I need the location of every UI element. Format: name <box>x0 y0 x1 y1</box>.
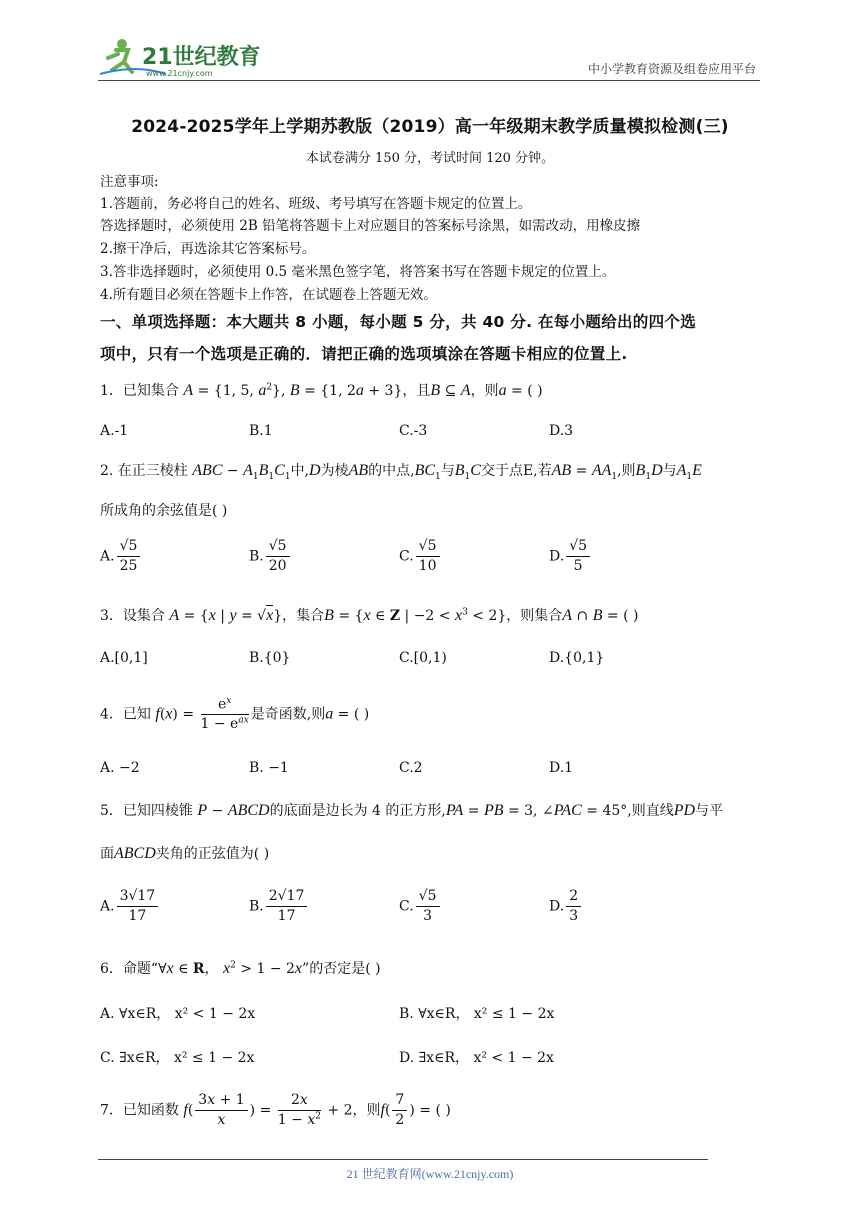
note-line: 2.擦干净后，再选涂其它答案标号。 <box>100 241 316 257</box>
q3-option-d: D.{0,1} <box>549 650 605 666</box>
q5-option-c: C. $\frac{√5}{3}$ <box>399 888 442 925</box>
question-6: 6．命题“∀x ∈ R， $x^2 > 1 - 2x$”的否定是( ) <box>100 960 381 977</box>
q3-option-c: C.[0,1) <box>399 650 447 666</box>
q2-option-d: D. $\frac{√5}{5}$ <box>549 538 592 575</box>
q5-option-b: B. $\frac{2√17}{17}$ <box>249 888 309 925</box>
notes-heading: 注意事项: <box>100 174 159 190</box>
section-heading: 一、单项选择题：本大题共 8 小题，每小题 5 分，共 40 分. 在每小题给出的四个选 <box>100 313 697 331</box>
question-2: 2. 在正三棱柱 ABC − $A_1B_1C_1$中,D为棱AB的中点$,BC_1$与$B_1C$交于点E,若AB = $AA_1$,则$B_1D$与$A_1E$ <box>100 462 702 482</box>
q3-option-b: B.{0} <box>249 650 291 666</box>
q1-option-d: D.3 <box>549 423 574 439</box>
question-2-cont: 所成角的余弦值是( ) <box>100 503 228 519</box>
question-1: 1．已知集合 A = {1, 5, $a^2$}, B = {1, 2a + 3}，且B ⊆ A，则a = ( ) <box>100 382 543 399</box>
question-5-cont: 面ABCD夹角的正弦值为( ) <box>100 845 270 862</box>
q3-option-a: A.[0,1] <box>100 650 148 666</box>
site-logo <box>96 34 266 82</box>
note-line: 3.答非选择题时，必须使用 0.5 毫米黑色签字笔，将答案书写在答题卡规定的位置上。 <box>100 264 616 280</box>
footer-divider <box>98 1159 708 1160</box>
note-line: 1.答题前，务必将自己的姓名、班级、考号填写在答题卡规定的位置上。 <box>100 196 532 212</box>
q4-option-d: D.1 <box>549 760 574 776</box>
q6-option-b: B. ∀x∈R， x² ≤ 1 − 2x <box>399 1006 555 1022</box>
q5-option-d: D. $\frac{2}{3}$ <box>549 888 583 925</box>
section-heading-cont: 项中，只有一个选项是正确的．请把正确的选项填涂在答题卡相应的位置上. <box>100 345 628 363</box>
q5-option-a: A. $\frac{3√17}{17}$ <box>100 888 160 925</box>
header-divider <box>98 80 760 81</box>
logo-url: www.21cnjy.com <box>146 69 213 78</box>
note-line: 答选择题时，必须使用 2B 铅笔将答题卡上对应题目的答案标号涂黑，如需改动，用橡皮擦 <box>100 218 641 234</box>
exam-title: 2024-2025学年上学期苏教版（2019）高一年级期末教学质量模拟检测(三) <box>131 117 729 137</box>
q4-option-c: C.2 <box>399 760 423 776</box>
q2-option-c: C. $\frac{√5}{10}$ <box>399 538 442 575</box>
q1-option-a: A.-1 <box>100 423 129 439</box>
question-7: 7．已知函数 f( $\frac{3x + 1}{x}$ ) = $\frac{2x}{1 - x^2}$ + 2，则f( $\frac{7}{2}$ ) = ( ) <box>100 1092 451 1128</box>
q6-option-c: C. ∃x∈R， x² ≤ 1 − 2x <box>100 1050 255 1066</box>
q4-option-a: A. −2 <box>100 760 140 776</box>
note-line: 4.所有题目必须在答题卡上作答，在试题卷上答题无效。 <box>100 287 437 303</box>
q6-option-d: D. ∃x∈R， x² < 1 − 2x <box>399 1050 554 1066</box>
q2-option-b: B. $\frac{√5}{20}$ <box>249 538 292 575</box>
exam-subtitle: 本试卷满分 150 分，考试时间 120 分钟。 <box>305 151 555 166</box>
footer-link[interactable]: 21 世纪教育网(www.21cnjy.com) <box>346 1167 514 1181</box>
q1-option-b: B.1 <box>249 423 273 439</box>
logo-text: 21世纪教育 <box>142 45 261 70</box>
q4-option-b: B. −1 <box>249 760 289 776</box>
q2-option-a: A. $\frac{√5}{25}$ <box>100 538 142 575</box>
site-tagline: 中小学教育资源及组卷应用平台 <box>587 62 756 76</box>
question-5: 5．已知四棱锥 P − ABCD的底面是边长为 4 的正方形,PA = PB = 3, ∠PAC = 45°,则直线PD与平 <box>100 802 724 819</box>
q1-option-c: C.-3 <box>399 423 428 439</box>
question-3: 3．设集合 A = {x | y = √x}，集合B = {x ∈ Z | $-2 < x^3 < 2$}，则集合A ∩ B = ( ) <box>100 607 639 624</box>
question-4: 4．已知 f(x) = $\frac{e^x}{1 - e^{ax}}$ 是奇函数,则a = ( ) <box>100 696 370 733</box>
q6-option-a: A. ∀x∈R， x² < 1 − 2x <box>100 1006 256 1022</box>
